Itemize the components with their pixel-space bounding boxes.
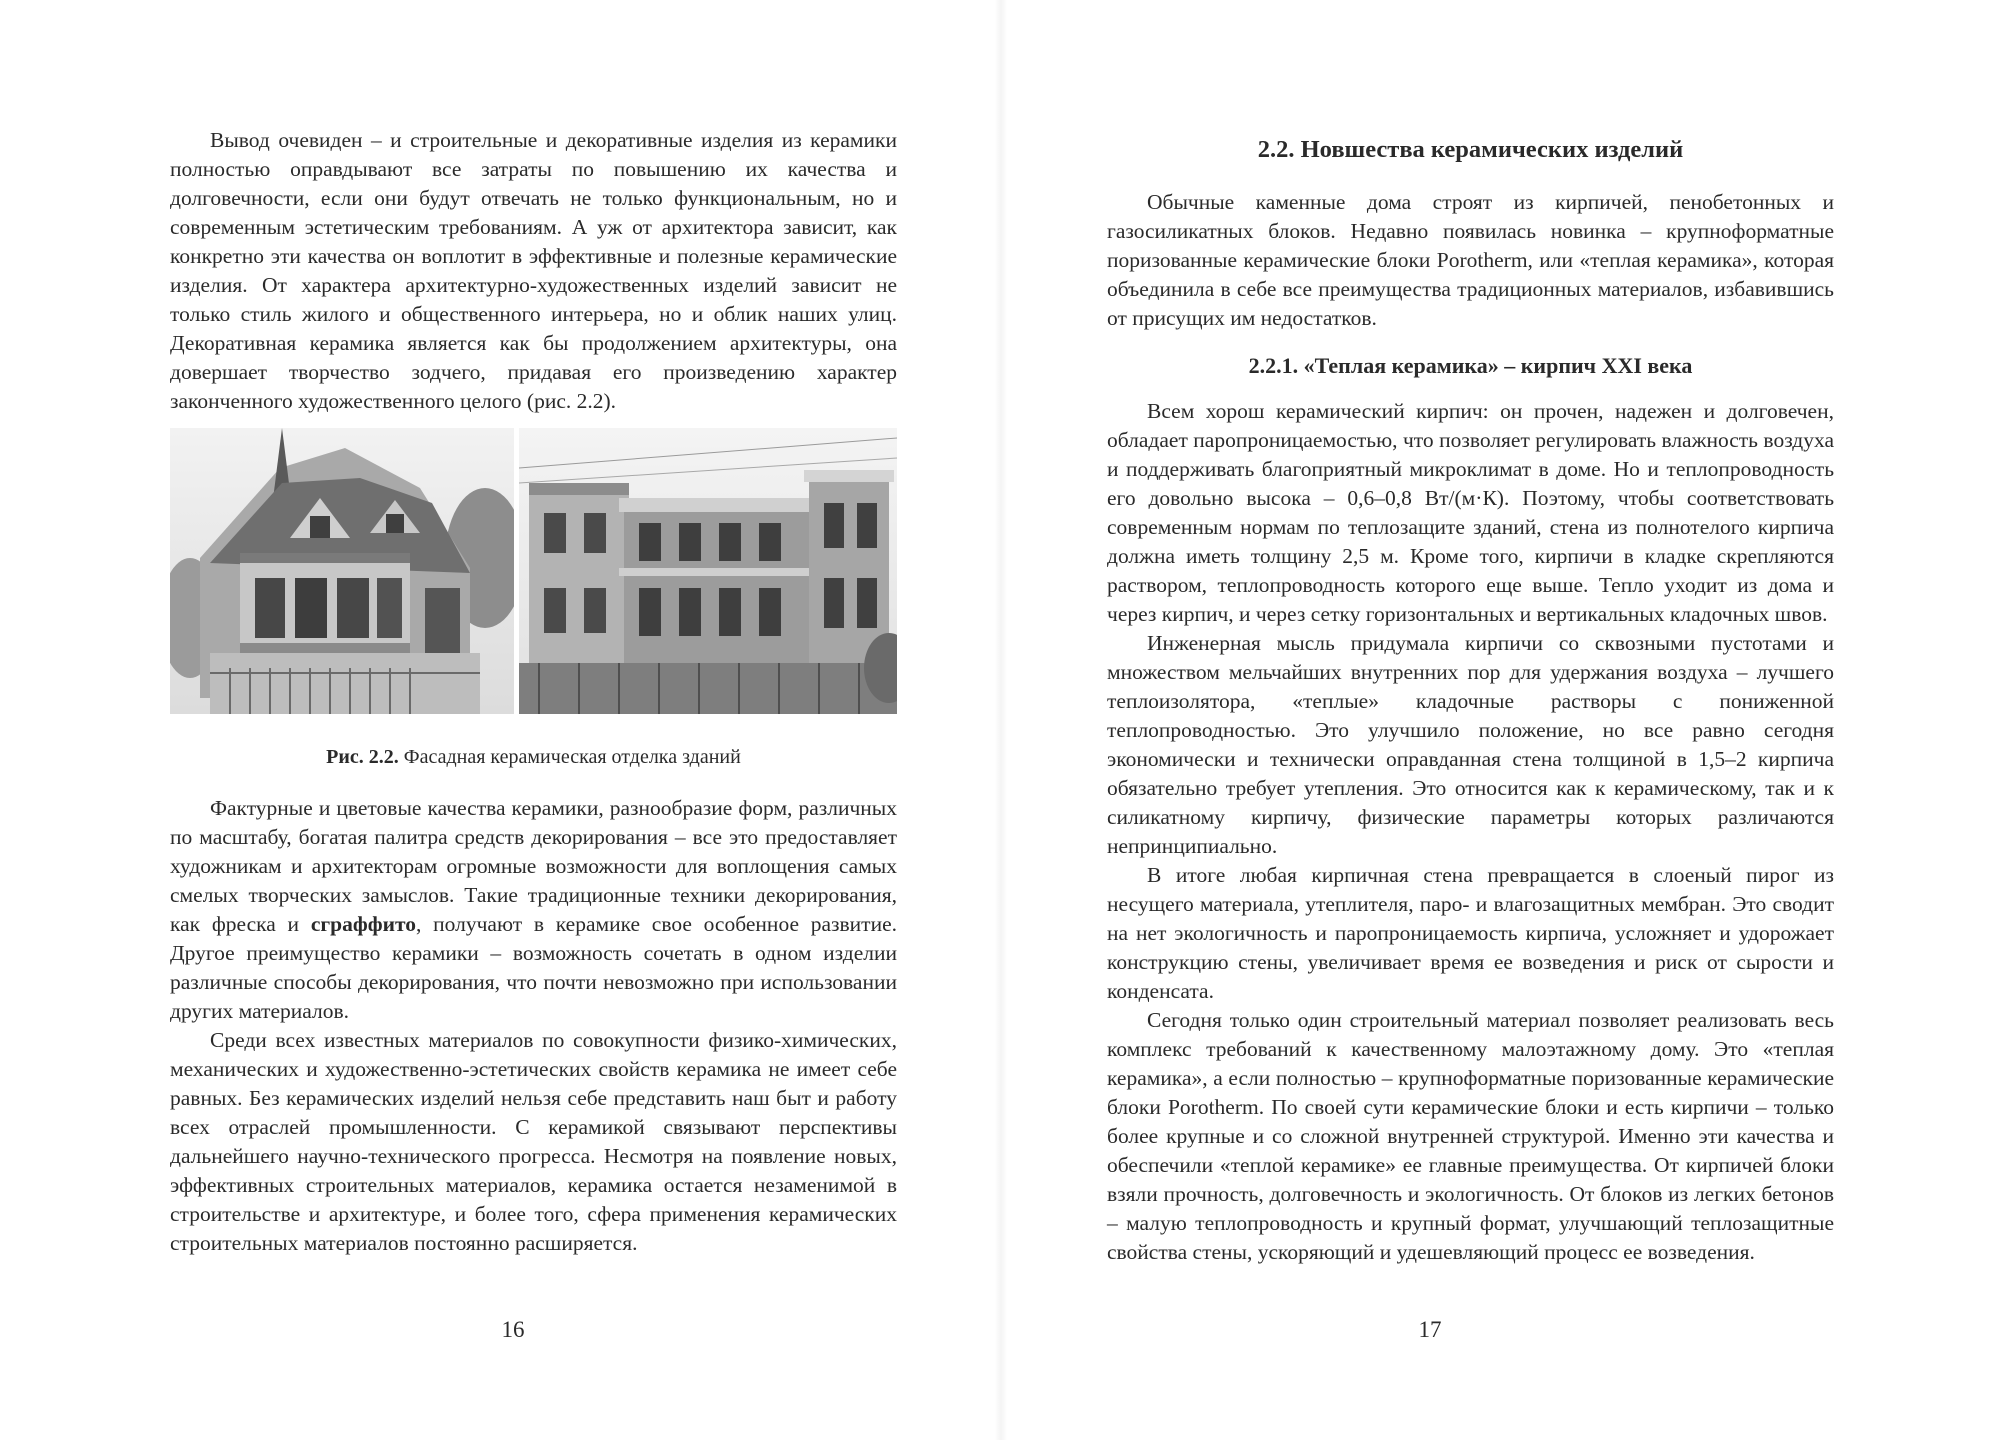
section-heading: 2.2. Новшества керамических изделий <box>1257 136 1684 163</box>
subsection-heading: 2.2.1. «Теплая керамика» – кирпич XXI века <box>1248 353 1693 378</box>
left-paragraph-2-part-2: , получают в керамике свое особенное развитие. Другое преимущество керамики – возможность сочетать в одном изделии различные способы декорирования, что почти невозможно при использовании других материалов. <box>170 912 898 1023</box>
right-paragraph-4: В итоге любая кирпичная стена превращается в слоеный пирог из несущего материала, утеплителя, паро- и влагозащитных мембран. Это сводит на нет экологичность и паропроницаемость кирпича, усложняет и удорожает конструкцию стены, увеличивает время ее возведения и риск от сырости и конденсата. <box>1107 863 1834 1003</box>
page-number-left: 16 <box>501 1317 525 1342</box>
left-paragraph-2 <box>170 794 897 1026</box>
left-paragraph-3: Среди всех известных материалов по совокупности физико-химических, механических и художественно-эстетических свойств керамика не имеет себе равных. Без керамических изделий нельзя себе представить наш быт и работу всех отраслей промышленности. С керамикой связывают перспективы дальнейшего научно-технического прогресса. Несмотря на появление новых, эффективных строительных материалов, керамика остается незаменимой в строительстве и архитектуре, и более того, сфера применения керамических строительных материалов постоянно расширяется. <box>170 1028 897 1255</box>
figure-caption-text: Фасадная керамическая отделка зданий <box>403 746 741 768</box>
term-sgraffito: сграффито <box>310 912 417 936</box>
left-paragraph-2-part-1: Фактурные и цветовые качества керамики, разнообразие форм, различных по масштабу, богатая палитра средств декорирования – все это предоставляет художникам и архитекторам огромные возможности для воплощения самых смелых творческих замыслов. Такие традиционные техники декорирования, как фреска и <box>170 796 897 936</box>
left-paragraph-1: Вывод очевиден – и строительные и декоративные изделия из керамики полностью оправдывают все затраты по повышению их качества и долговечности, если они будут отвечать не только функциональным, но и современным эстетическим требованиям. А уж от архитектора зависит, как конкретно эти качества он воплотит в эффективные и полезные керамические изделия. От характера архитектурно-художественных изделий зависит не только стиль жилого и общественного интерьера, но и облик наших улиц. Декоративная керамика является как бы продолжением архитектуры, она довершает творчество зодчего, придавая его произведению характер законченного художественного целого (рис. 2.2). <box>170 128 897 413</box>
page-number-right: 17 <box>1418 1317 1442 1342</box>
figure-2-2 <box>170 428 897 714</box>
right-text-column <box>1107 126 1834 1267</box>
photo-house-right <box>519 428 897 714</box>
right-paragraph-5: Сегодня только один строительный материал позволяет реализовать весь комплекс требований к качественному малоэтажному дому. Это «теплая керамика», а если полностью – крупноформатные поризованные керамические блоки Porotherm. По своей сути керамические блоки и есть кирпичи – только более крупные и со сложной внутренней структурой. Именно эти качества и обеспечили «теплой керамике» ее главные преимущества. От кирпичей блоки взяли прочность, долговечность и экологичность. От блоков из легких бетонов – малую теплопроводность и крупный формат, улучшающий теплозащитные свойства стены, ускоряющий и удешевляющий процесс ее возведения. <box>1107 1008 1834 1264</box>
right-paragraph-1: Обычные каменные дома строят из кирпичей, пенобетонных и газосиликатных блоков. Недавно появилась новинка – крупноформатные поризованные керамические блоки Porotherm, или «теплая керамика», которая объединила в себе все преимущества традиционных материалов, избавившись от присущих им недостатков. <box>1107 190 1834 330</box>
right-paragraph-3: Инженерная мысль придумала кирпичи со сквозными пустотами и множеством мельчайших внутренних пор для удержания воздуха – лучшего теплоизолятора, «теплые» кладочные растворы с пониженной теплопроводностью. Это улучшило положение, но все равно сегодня экономически и технически оправданная стена толщиной в 1,5–2 кирпича обязательно требует утепления. Это относится как к керамическому, так и к силикатному кирпичу, физические параметры которых различаются непринципиально. <box>1107 631 1834 858</box>
figure-caption <box>170 744 897 770</box>
figure-caption-label: Рис. 2.2. <box>326 746 399 768</box>
right-page <box>1000 0 2000 1440</box>
right-paragraph-2: Всем хорош керамический кирпич: он прочен, надежен и долговечен, обладает паропроницаемостью, что позволяет регулировать влажность воздуха и поддерживать благоприятный микроклимат в доме. Но и теплопроводность его довольно высока – 0,6–0,8 Вт/(м·К). Поэтому, чтобы соответствовать современным нормам по теплозащите зданий, стена из полнотелого кирпича должна иметь толщину 2,5 м. Кроме того, кирпичи в кладке скрепляются раствором, теплопроводность которого еще выше. Тепло уходит из дома и через кирпич, и через сетку горизонтальных и вертикальных кладочных швов. <box>1107 399 1834 626</box>
photo-house-left <box>170 428 514 714</box>
left-text-column <box>170 126 897 1258</box>
